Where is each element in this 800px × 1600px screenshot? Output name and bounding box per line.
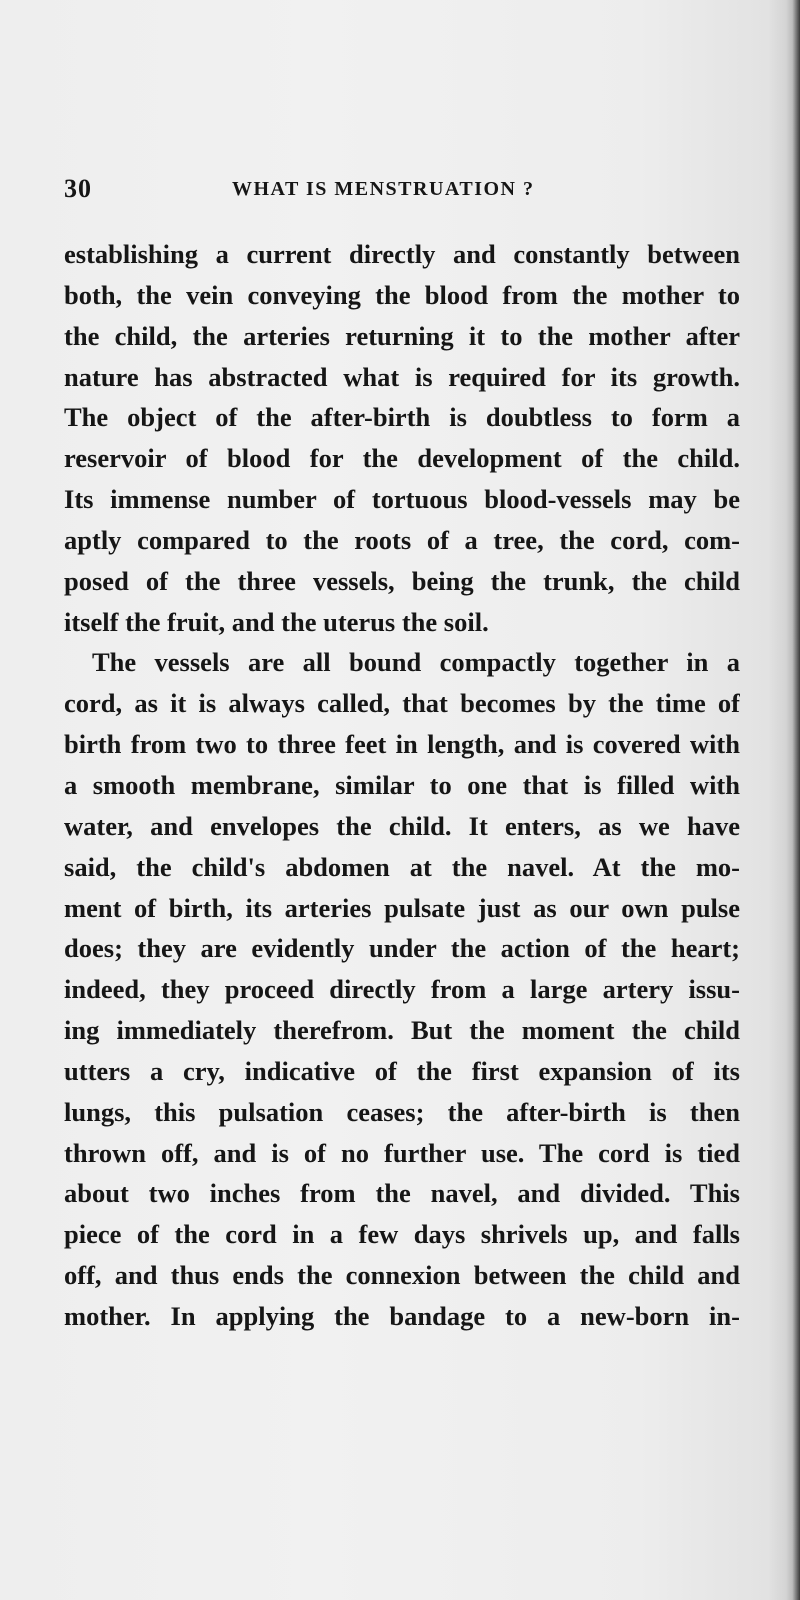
text-line: aptly compared to the roots of a tree, the cord, com- (64, 524, 740, 555)
text-line: Its immense number of tortuous blood-vessels may be (64, 484, 740, 515)
text-line: itself the fruit, and the uterus the soil. (64, 606, 489, 637)
page-header (64, 174, 660, 214)
text-line: about two inches from the navel, and divided. This (64, 1178, 740, 1209)
text-line: establishing a current directly and constantly between (64, 239, 740, 269)
text-line: birth from two to three feet in length, and is covered with (64, 729, 740, 760)
text-line: off, and thus ends the connexion between the child and (64, 1260, 740, 1291)
text-line: the child, the arteries returning it to the mother after (64, 320, 740, 351)
text-line: water, and envelopes the child. It enters, as we have (64, 810, 740, 841)
text-line: both, the vein conveying the blood from the mother to (64, 279, 740, 310)
text-line: posed of the three vessels, being the trunk, the child (64, 565, 740, 596)
text-line: does; they are evidently under the action of the heart; (64, 933, 740, 964)
text-line: ing immediately therefrom. But the moment the child (64, 1015, 740, 1046)
text-line: thrown off, and is of no further use. The cord is tied (64, 1137, 740, 1168)
text-line: indeed, they proceed directly from a large artery issu- (64, 974, 740, 1005)
text-line: said, the child's abdomen at the navel. At the mo- (64, 851, 740, 882)
text-line: reservoir of blood for the development of the child. (64, 443, 740, 474)
text-line: ment of birth, its arteries pulsate just as our own pulse (64, 892, 740, 923)
text-line: lungs, this pulsation ceases; the after-birth is then (64, 1096, 740, 1127)
text-line: nature has abstracted what is required for its growth. (64, 361, 740, 392)
text-line: The object of the after-birth is doubtless to form a (64, 402, 740, 433)
text-line: piece of the cord in a few days shrivels up, and falls (64, 1219, 740, 1250)
text-line: a smooth membrane, similar to one that is filled with (64, 769, 740, 800)
text-line: cord, as it is always called, that becomes by the time of (64, 688, 740, 719)
page-edge-shadow (786, 0, 800, 1600)
running-head: WHAT IS MENSTRUATION ? (232, 178, 535, 200)
text-line: The vessels are all bound compactly together in a (92, 647, 740, 678)
page-number: 30 (64, 174, 92, 203)
body-text (64, 234, 740, 1337)
text-line: utters a cry, indicative of the first expansion of its (64, 1055, 740, 1086)
text-line: mother. In applying the bandage to a new-born in- (64, 1300, 740, 1331)
